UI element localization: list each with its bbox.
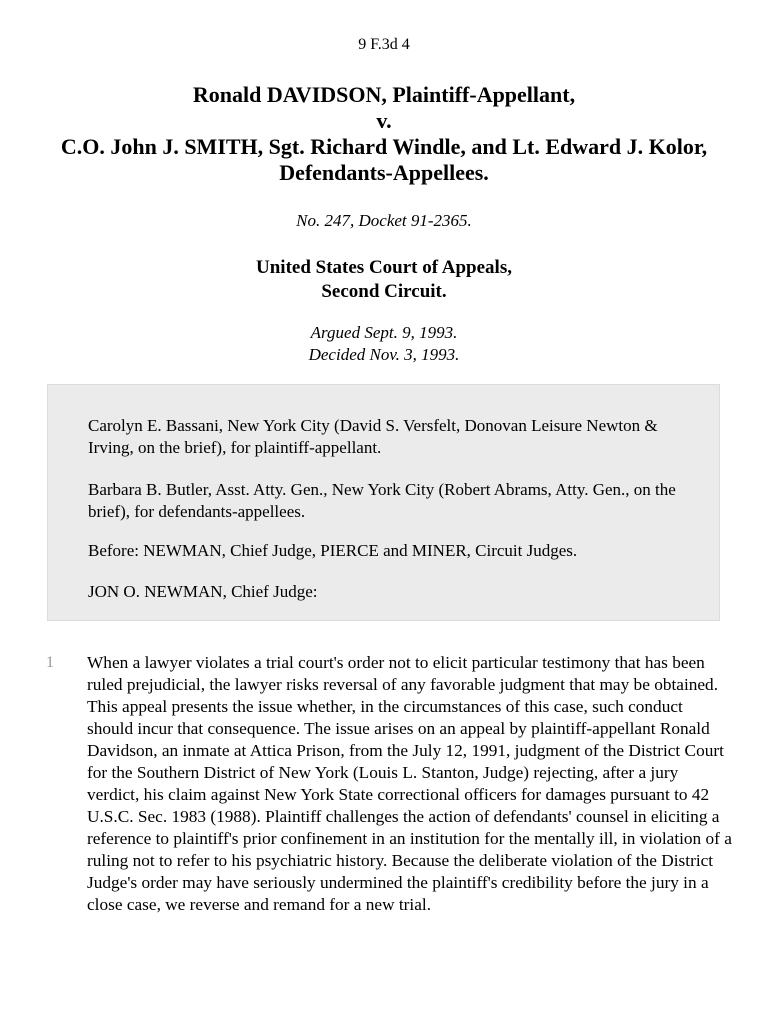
defendant-counsel: Barbara B. Butler, Asst. Atty. Gen., New York City (Robert Abrams, Atty. Gen., on the brief), for defendants-appellees. (88, 480, 676, 521)
caption-plaintiff: Ronald DAVIDSON, Plaintiff-Appellant, (192, 82, 576, 107)
counsel-box (47, 384, 720, 621)
plaintiff-counsel: Carolyn E. Bassani, New York City (David S. Versfelt, Donovan Leisure Newton & Irving, on the brief), for plaintiff-appellant. (88, 416, 658, 457)
opinion-author: JON O. NEWMAN, Chief Judge: (88, 582, 318, 601)
paragraph-number: 1 (46, 654, 54, 671)
panel-judges: Before: NEWMAN, Chief Judge, PIERCE and MINER, Circuit Judges. (88, 541, 578, 560)
caption-versus: v. (376, 108, 392, 133)
argued-date: Argued Sept. 9, 1993. (310, 323, 458, 342)
case-citation: 9 F.3d 4 (358, 36, 410, 53)
case-dates (0, 322, 768, 366)
caption-defendants: C.O. John J. SMITH, Sgt. Richard Windle, and Lt. Edward J. Kolor, Defendants-Appellees. (60, 134, 708, 185)
paragraph-text: When a lawyer violates a trial court's order not to elicit particular testimony that has been ruled prejudicial, the lawyer risks reversal of any favorable judgment that may be obtained. This appeal presents the issue whether, in the circumstances of this case, such conduct should incur that consequence. The issue arises on an appeal by plaintiff-appellant Ronald Davidson, an inmate at Attica Prison, from the July 12, 1991, judgment of the District Court for the Southern District of New York (Louis L. Stanton, Judge) rejecting, after a jury verdict, his claim against New York State correctional officers for damages pursuant to 42 U.S.C. Sec. 1983 (1988). Plaintiff challenges the action of defendants' counsel in eliciting a reference to plaintiff's prior confinement in an institution for the mentally ill, in violation of a ruling not to refer to his psychiatric history. Because the deliberate violation of the District Judge's order may have seriously undermined the plaintiff's credibility before the jury in a close case, we reverse and remand for a new trial. (87, 653, 732, 914)
docket-number: No. 247, Docket 91-2365. (296, 211, 472, 230)
court-name-line2: Second Circuit. (321, 281, 447, 302)
court-name-line1: United States Court of Appeals, (256, 257, 512, 278)
case-caption (40, 82, 728, 186)
decided-date: Decided Nov. 3, 1993. (308, 345, 460, 364)
court-name (0, 256, 768, 304)
